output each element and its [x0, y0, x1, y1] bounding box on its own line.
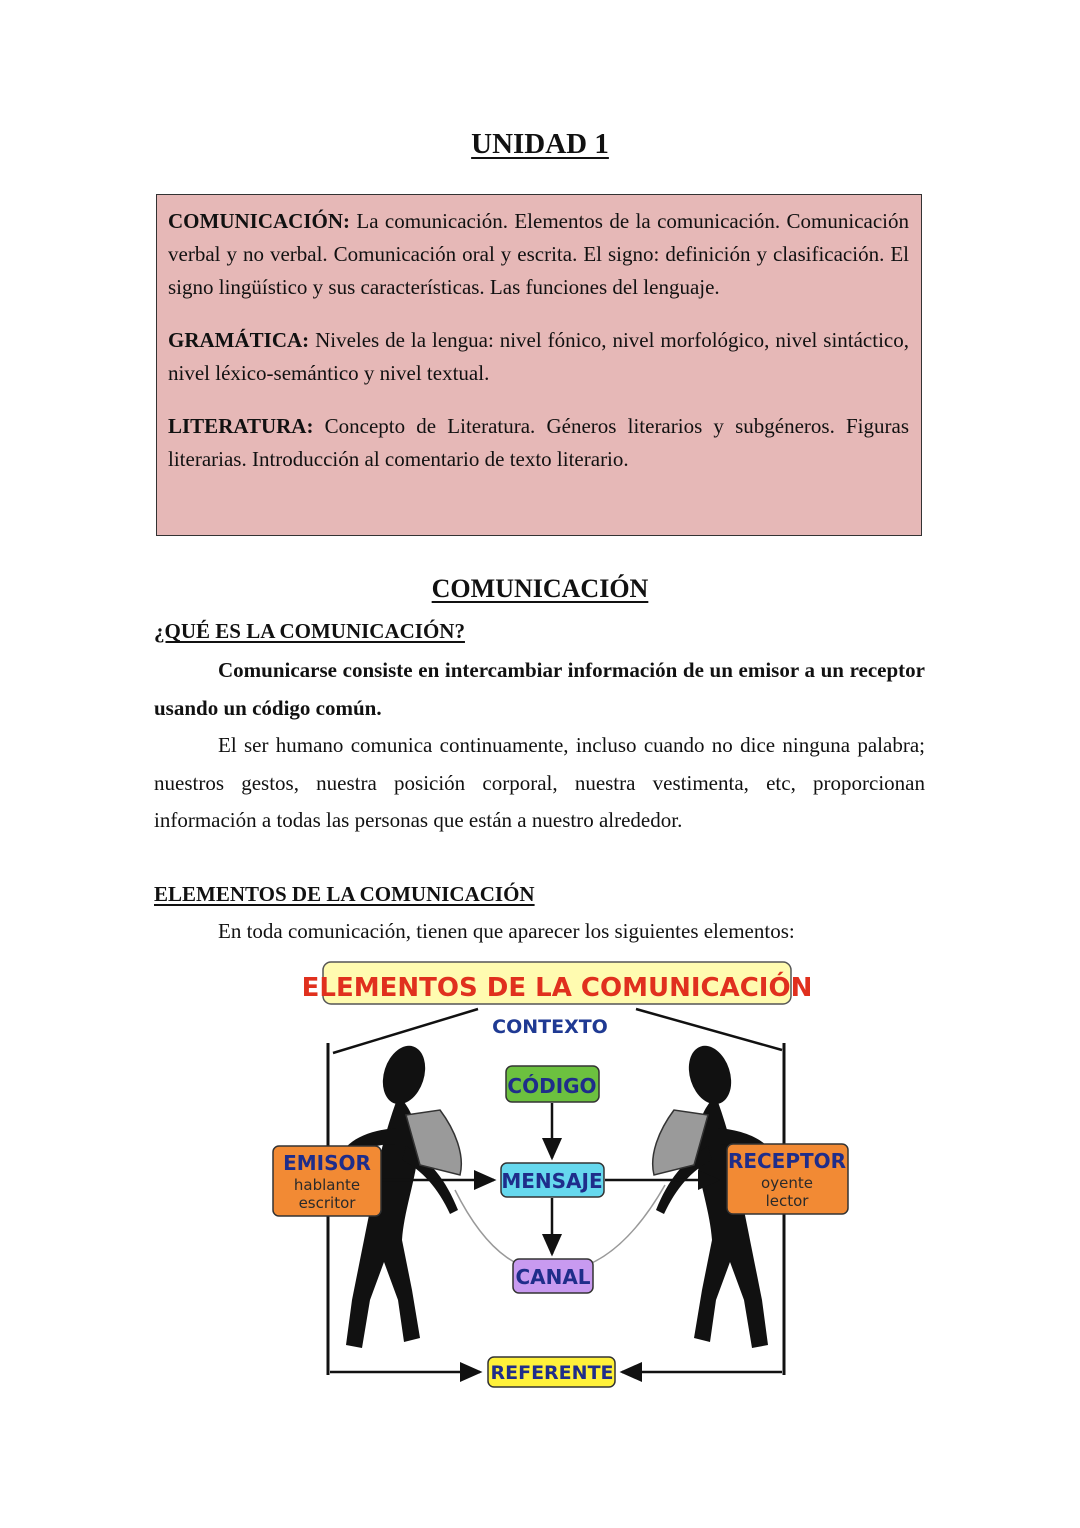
emisor-sub-hablante: hablante	[293, 1176, 361, 1194]
summary-comunicacion-text: La comunicación. Elementos de la comunicación. Comunicación verbal y no verbal. Comunicación oral y escrita. El signo: definición y clasificación. El signo lingüístico y sus características. Las funciones del lenguaje.	[168, 209, 909, 299]
contexto-label: CONTEXTO	[492, 1016, 608, 1038]
codigo-label: CÓDIGO	[507, 1074, 597, 1098]
elements-heading: ELEMENTOS DE LA COMUNICACIÓN	[154, 882, 535, 906]
what-is-heading: ¿QUÉ ES LA COMUNICACIÓN?	[154, 619, 465, 643]
summary-comunicacion-label: COMUNICACIÓN:	[168, 209, 350, 233]
summary-literatura-text: Concepto de Literatura. Géneros literarios y subgéneros. Figuras literarias. Introducción al comentario de texto literario.	[168, 414, 909, 471]
elements-intro: En toda comunicación, tienen que aparecer los siguientes elementos:	[218, 919, 795, 943]
diagram-banner-text: ELEMENTOS DE LA COMUNICACIÓN	[301, 973, 813, 1003]
context-line-right	[636, 1009, 782, 1050]
canal-label: CANAL	[515, 1265, 591, 1289]
receptor-label: RECEPTOR	[727, 1149, 847, 1173]
emisor-label: EMISOR	[283, 1151, 371, 1175]
summary-gramatica-text: Niveles de la lengua: nivel fónico, nivel morfológico, nivel sintáctico, nivel léxico-semántico y nivel textual.	[168, 328, 909, 385]
receptor-sub-lector: lector	[765, 1192, 809, 1210]
summary-literatura-label: LITERATURA:	[168, 414, 314, 438]
receptor-sub-oyente: oyente	[761, 1174, 813, 1192]
section-title: COMUNICACIÓN	[431, 574, 649, 603]
emisor-sub-escritor: escritor	[298, 1194, 356, 1212]
summary-gramatica-label: GRAMÁTICA:	[168, 328, 310, 352]
definition-paragraph: Comunicarse consiste en intercambiar información de un emisor a un receptor usando un código común.	[154, 658, 925, 720]
referente-label: REFERENTE	[490, 1362, 614, 1384]
body-paragraph: El ser humano comunica continuamente, incluso cuando no dice ninguna palabra; nuestros gestos, nuestra posición corporal, nuestra vestimenta, etc, proporcionan información a todas las personas que están a nuestro alrededor.	[154, 733, 925, 832]
mensaje-label: MENSAJE	[501, 1169, 603, 1193]
page-title: UNIDAD 1	[471, 128, 609, 160]
